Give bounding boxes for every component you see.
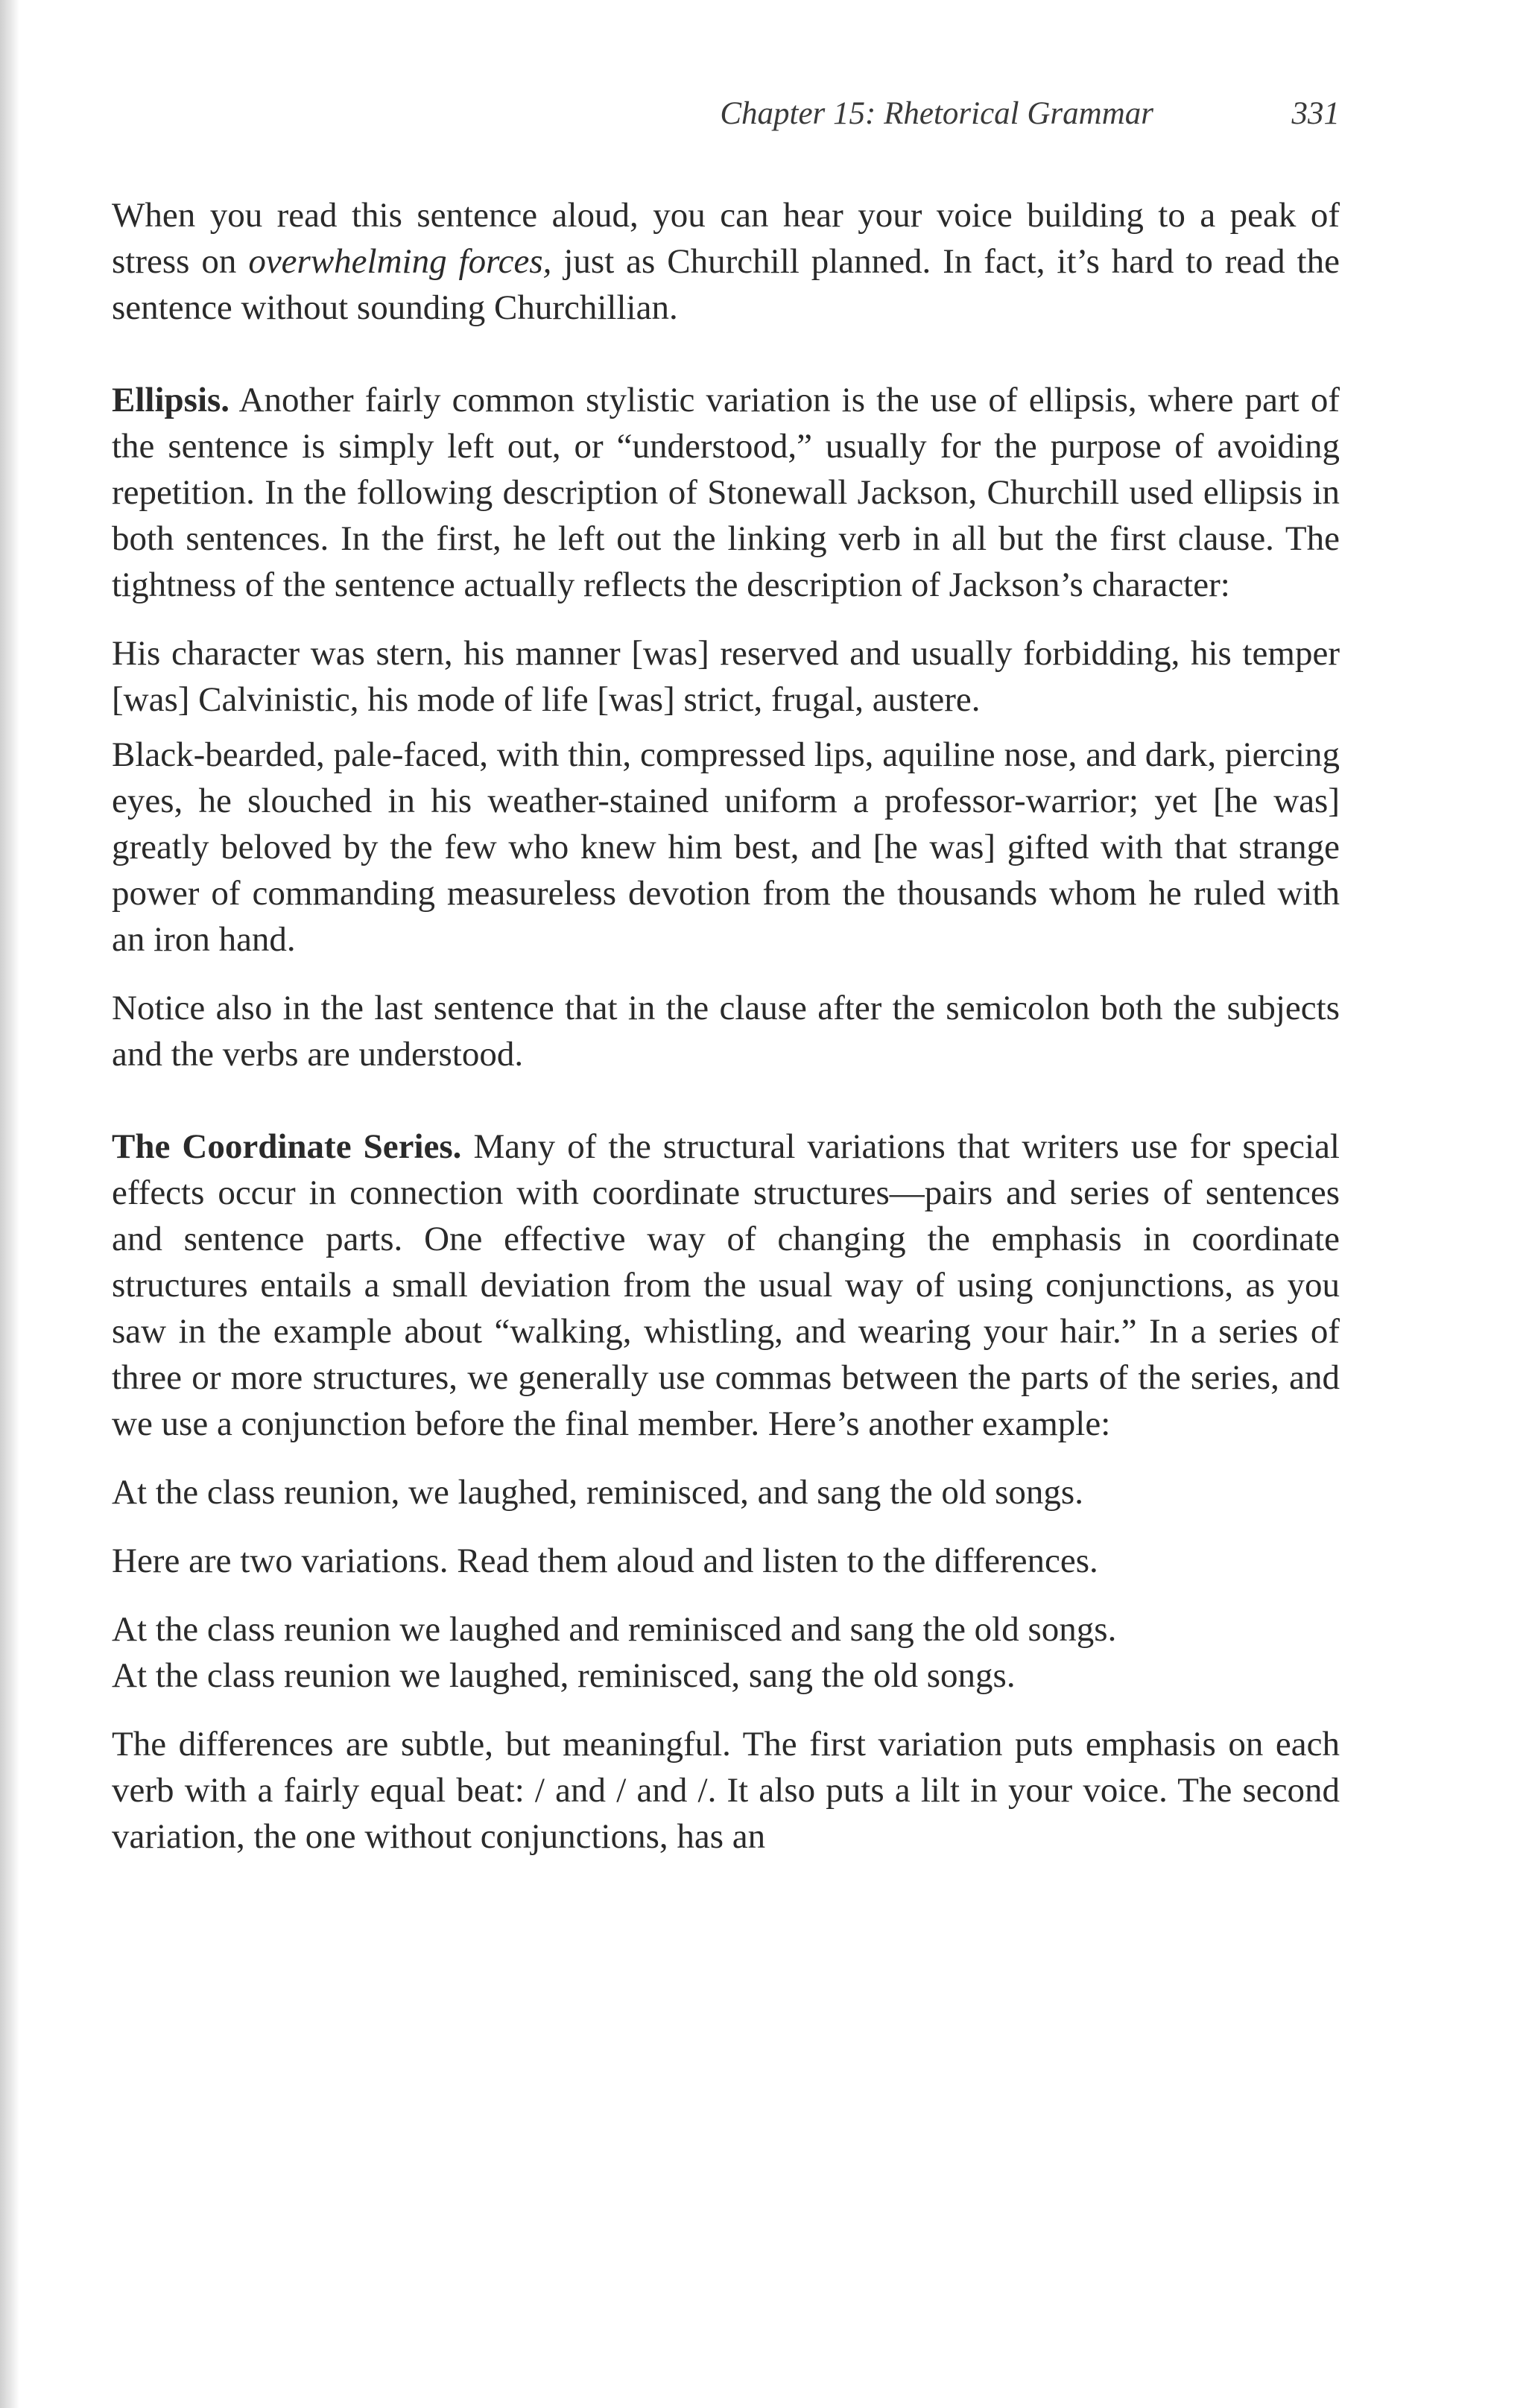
paragraph-differences: The differences are subtle, but meaningful. The first variation puts emphasis on each verb with a fairly equal beat: / and / and /. It also puts a lilt in your voice. The second variation, the one without conjunctions, has an	[112, 1725, 1340, 1856]
example-sentence-standard: At the class reunion, we laughed, reminisced, and sang the old songs.	[112, 1473, 1083, 1512]
paragraph-variations: Here are two variations. Read them aloud and listen to the differences.	[112, 1542, 1098, 1580]
paragraph-spacer	[112, 963, 1340, 985]
paragraph-churchill-stress	[112, 192, 1340, 331]
emphasized-phrase: overwhelming forces,	[248, 242, 552, 281]
paragraph-spacer	[112, 331, 1340, 377]
section-heading-ellipsis: Ellipsis.	[112, 381, 230, 419]
block-quote-character: His character was stern, his manner [was] reserved and usually forbidding, his temper [was] Calvinistic, his mode of life [was] strict, frugal, austere.	[112, 634, 1340, 719]
paragraph-spacer	[112, 1447, 1340, 1469]
section-heading-coordinate-series: The Coordinate Series.	[112, 1127, 462, 1166]
paragraph-ellipsis	[112, 377, 1340, 608]
paragraph-spacer	[112, 1077, 1340, 1124]
paragraph-coordinate-series	[112, 1124, 1340, 1447]
paragraph-text: Another fairly common stylistic variation is the use of ellipsis, where part of the sentence is simply left out, or “understood,” usually for the purpose of avoiding repetition. In the following description of Stonewall Jackson, Churchill used ellipsis in both sentences. In the first, he left out the linking verb in all but the first clause. The tightness of the sentence actually reflects the description of Jackson’s character:	[112, 381, 1340, 604]
paragraph-notice: Notice also in the last sentence that in the clause after the semicolon both the subjects and the verbs are understood.	[112, 989, 1340, 1074]
paragraph-spacer	[112, 608, 1340, 630]
paragraph-spacer	[112, 1515, 1340, 1538]
paragraph-text: Many of the structural variations that writers use for special effects occur in connection with coordinate structures—pairs and series of sentences and sentence parts. One effective way of changing the emphasis in coordinate structures entails a small deviation from the usual way of using conjunctions, as you saw in the example about “walking, whistling, and wearing your hair.” In a series of three or more structures, we generally use commas between the parts of the series, and we use a conjunction before the final member. Here’s another example:	[112, 1127, 1340, 1443]
page-number: 331	[1291, 96, 1340, 131]
page-body	[112, 192, 1340, 1860]
running-head	[112, 95, 1340, 140]
block-quote-description: Black-bearded, pale-faced, with thin, compressed lips, aquiline nose, and dark, piercing eyes, he slouched in his weather-stained uniform a professor-warrior; yet [he was] greatly beloved by the few who knew him best, and [he was] gifted with that strange power of commanding measureless devotion from the thousands whom he ruled with an iron hand.	[112, 735, 1340, 959]
example-sentence-asyndeton: At the class reunion we laughed, reminisced, sang the old songs.	[112, 1656, 1016, 1695]
paragraph-spacer	[112, 1584, 1340, 1606]
paragraph-text: just as Churchill planned. In fact, it’s hard to read the sentence without sounding Churchillian.	[112, 242, 1340, 327]
paragraph-text: When you read this sentence aloud, you can hear your voice building to a peak of stress on	[112, 196, 1340, 281]
example-sentence-polysyndeton: At the class reunion we laughed and reminisced and sang the old songs.	[112, 1610, 1117, 1649]
paragraph-spacer	[112, 1699, 1340, 1721]
running-title: Chapter 15: Rhetorical Grammar	[720, 96, 1153, 131]
page-gutter-shadow	[0, 0, 19, 2408]
